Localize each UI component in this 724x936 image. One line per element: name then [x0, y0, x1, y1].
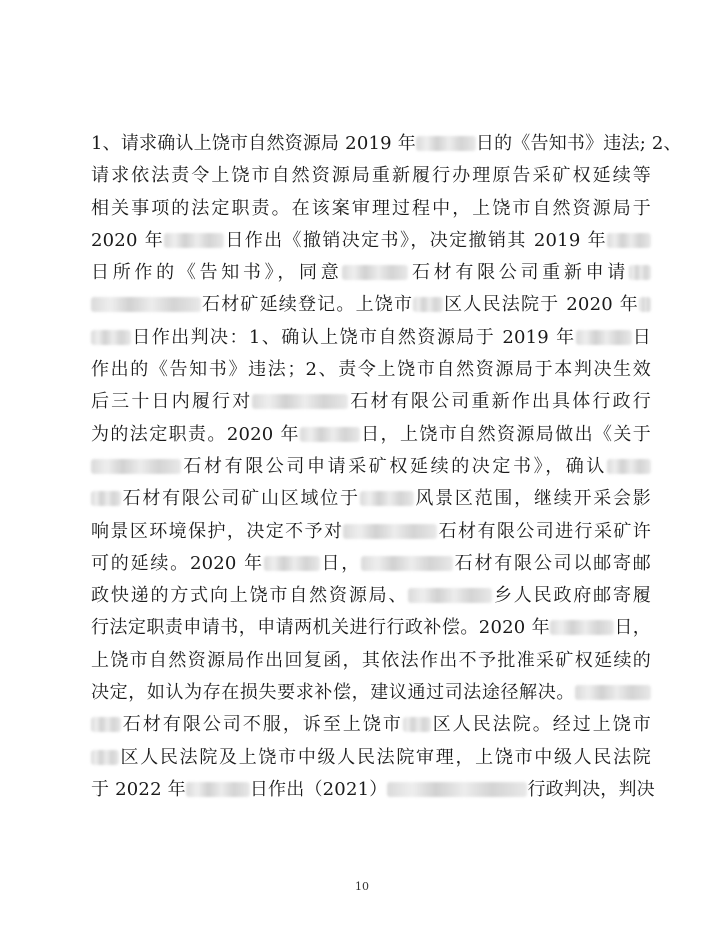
page-number: 10 — [355, 880, 369, 893]
text-segment: 日作出《撤销决定书》，决定撤销其 2019 年 — [224, 229, 607, 251]
redaction — [91, 491, 121, 506]
text-segment: 石材有限公司重新作出具体行政行 — [348, 391, 651, 413]
redaction — [186, 782, 250, 797]
text-line — [91, 128, 682, 160]
text-segment: 响景区环境保护，决定不予对 — [91, 520, 344, 542]
text-segment: 区人民法院于 2020 年 — [443, 294, 639, 316]
redaction — [575, 685, 651, 700]
body-text — [91, 128, 682, 806]
text-line — [91, 322, 651, 354]
text-segment: 日作出（2021） — [249, 778, 388, 800]
text-line — [91, 516, 651, 548]
redaction — [164, 233, 224, 248]
text-segment: 日 — [631, 326, 652, 348]
redaction — [91, 330, 131, 345]
text-segment: 相关事项的法定职责。在该案审理过程中，上饶市自然资源局于 — [91, 197, 651, 219]
redaction — [91, 717, 121, 732]
redaction — [607, 233, 651, 248]
text-segment: 石材有限公司申请采矿权延续的决定书》，确认 — [181, 455, 607, 477]
text-line — [91, 289, 651, 321]
text-line — [91, 709, 651, 741]
text-line — [91, 193, 651, 225]
text-segment: 于 2022 年 — [91, 778, 186, 800]
redaction — [413, 297, 443, 312]
text-segment: 乡人民政府邮寄履 — [492, 585, 651, 607]
redaction — [387, 782, 527, 797]
text-segment: 决定，如认为存在损失要求补偿，建议通过司法途径解决。 — [91, 682, 575, 704]
text-segment: 行政判决，判决 — [527, 778, 655, 800]
redaction — [342, 265, 408, 280]
redaction — [550, 620, 614, 635]
text-segment: 石材有限公司进行采矿许 — [437, 520, 651, 542]
redaction — [343, 524, 437, 539]
text-line — [91, 354, 651, 386]
text-line — [91, 419, 651, 451]
text-segment: 2020 年 — [91, 229, 165, 251]
text-segment: 日，上饶市自然资源局做出《关于 — [359, 423, 651, 445]
redaction — [629, 265, 651, 280]
text-segment: 后三十日内履行对 — [91, 391, 253, 413]
redaction — [416, 136, 476, 151]
redaction — [408, 588, 492, 603]
text-segment: 石材矿延续登记。上饶市 — [201, 294, 414, 316]
text-segment: 为的法定职责。2020 年 — [91, 423, 300, 445]
text-segment: 作出的《告知书》违法；2、责令上饶市自然资源局于本判决生效 — [91, 359, 651, 381]
redaction — [91, 297, 201, 312]
text-line — [91, 645, 651, 677]
redaction — [403, 717, 431, 732]
text-line — [91, 483, 651, 515]
text-line — [91, 580, 651, 612]
text-segment: 上饶市自然资源局作出回复函，其依法作出不予批准采矿权延续的 — [91, 649, 651, 671]
text-line — [91, 742, 651, 774]
text-segment: 日的《告知书》违法; 2、 — [475, 133, 682, 154]
text-segment: 石材有限公司矿山区域位于 — [121, 488, 360, 510]
text-segment: 石材有限公司重新申请 — [408, 262, 629, 284]
redaction — [252, 394, 348, 409]
text-line — [91, 257, 651, 289]
text-segment: 日作出判决：1、确认上饶市自然资源局于 2019 年 — [131, 326, 576, 348]
text-line — [91, 225, 651, 257]
text-line — [91, 612, 651, 644]
redaction — [300, 427, 360, 442]
text-segment: 政快递的方式向上饶市自然资源局、 — [91, 585, 409, 607]
text-segment: 1、请求确认上饶市自然资源局 2019 年 — [91, 133, 416, 154]
redaction — [91, 750, 119, 765]
text-segment: 石材有限公司不服，诉至上饶市 — [121, 714, 403, 736]
text-line — [91, 774, 655, 806]
text-segment: 请求依法责令上饶市自然资源局重新履行办理原告采矿权延续等 — [91, 165, 651, 187]
redaction — [607, 459, 651, 474]
redaction — [576, 330, 632, 345]
text-segment: 行法定职责申请书，申请两机关进行行政补偿。2020 年 — [91, 617, 551, 639]
redaction — [264, 556, 320, 571]
text-line — [91, 548, 651, 580]
text-segment: 区人民法院及上饶市中级人民法院审理，上饶市中级人民法院 — [119, 746, 651, 768]
redaction — [91, 459, 181, 474]
text-line — [91, 451, 651, 483]
redaction — [639, 297, 651, 312]
redaction — [360, 491, 414, 506]
text-segment: 日， — [319, 552, 362, 574]
text-segment: 可的延续。2020 年 — [91, 552, 264, 574]
text-line — [91, 160, 651, 192]
text-segment: 风景区范围，继续开采会影 — [413, 488, 651, 510]
text-line — [91, 386, 651, 418]
text-segment: 日所作的《告知书》，同意 — [91, 262, 343, 284]
redaction — [361, 556, 453, 571]
text-segment: 区人民法院。经过上饶市 — [430, 714, 651, 736]
text-line — [91, 677, 651, 709]
text-segment: 石材有限公司以邮寄邮 — [453, 552, 652, 574]
text-segment: 日， — [614, 617, 651, 639]
